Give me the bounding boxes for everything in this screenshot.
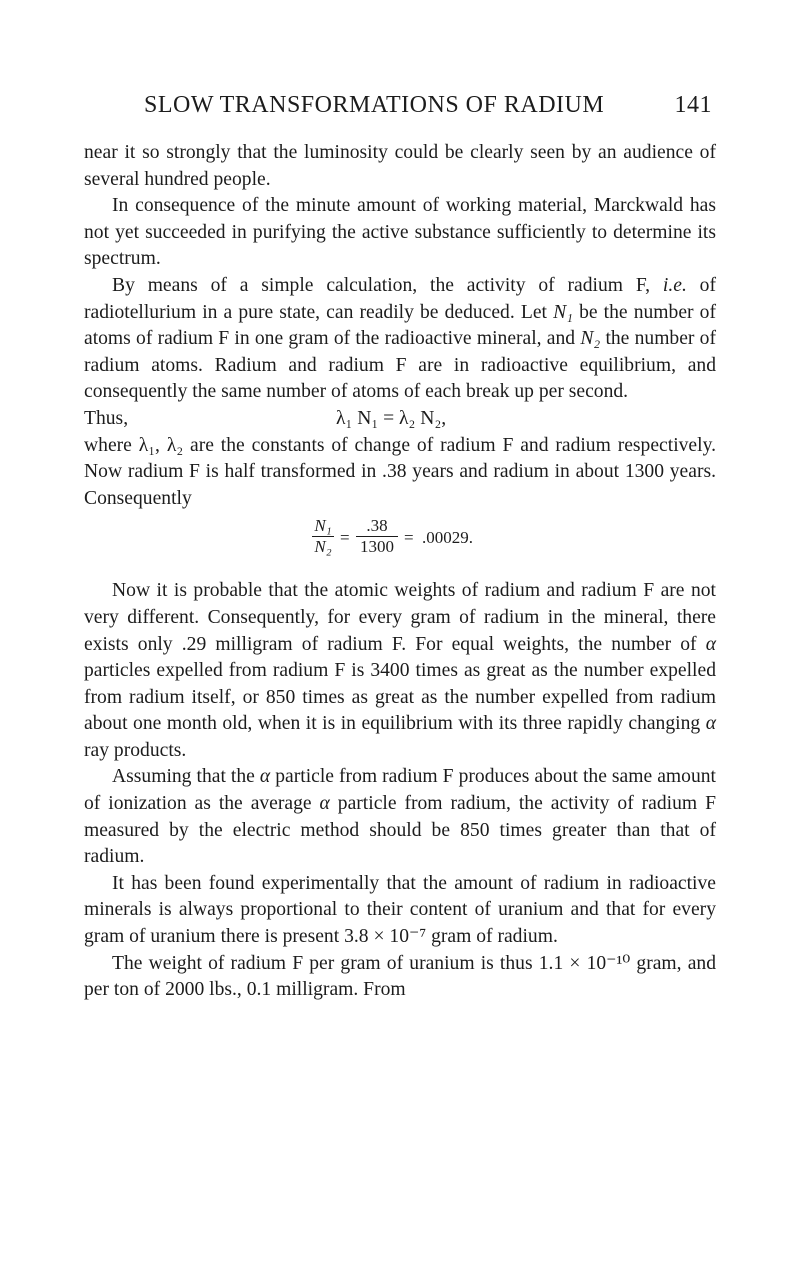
- p6-text-a: Assuming that the: [112, 766, 260, 788]
- alpha-symbol: α: [705, 633, 716, 655]
- paragraph-3: [84, 273, 716, 406]
- fraction-numerator-n1: N₁: [314, 516, 332, 536]
- alpha-symbol: α: [259, 766, 271, 788]
- fraction-denominator-1300: 1300: [356, 536, 398, 557]
- p3-text-b: of radiotellurium in a pure state, can readily be deduced. Let: [84, 274, 716, 323]
- p3-symbol-n2: N₂: [580, 328, 601, 350]
- paragraph-1: near it so strongly that the luminosity could be clearly seen by an audience of several hundred people.: [84, 142, 716, 190]
- running-title: SLOW TRANSFORMATIONS OF RADIUM: [144, 92, 605, 118]
- p3-text-a: By means of a simple calculation, the activity of radium F,: [112, 274, 663, 296]
- paragraph-4: where λ₁, λ₂ are the constants of change of radium F and radium respectively. Now radium F is half transformed in .38 years and radium in about 1300 years. Consequently: [84, 434, 716, 509]
- p3-ie: i.e.: [662, 274, 687, 296]
- p6-text-b: particle from radium F produces about the same amount of ionization as the average: [84, 766, 716, 815]
- p3-text-c: be the number of atoms of radium F in one gram of the radioactive mineral, and: [84, 301, 716, 350]
- paragraph-6: [84, 764, 716, 870]
- p5-text-a: Now it is probable that the atomic weights of radium and radium F are not very different. Consequently, for every gram of radium in the mineral, there exists only .29 milligram of radium F. For equal weights, the number of: [84, 580, 716, 655]
- paragraph-8: The weight of radium F per gram of uranium is thus 1.1 × 10⁻¹⁰ gram, and per ton of 2000 lbs., 0.1 milligram. From: [84, 952, 716, 1001]
- page-number: 141: [674, 92, 712, 118]
- p3-symbol-n1: N₁: [553, 301, 573, 323]
- p3-text-d: the number of radium atoms. Radium and radium F are in radioactive equilibrium, and consequently the same number of atoms of each break up per second.: [84, 328, 717, 403]
- alpha-symbol: α: [705, 713, 716, 735]
- paragraph-7: It has been found experimentally that the amount of radium in radioactive minerals is always proportional to their content of uranium and that for every gram of uranium there is present 3.8 × 10⁻⁷ gram of radium.: [84, 872, 716, 948]
- fraction-n1-n2: [312, 516, 334, 557]
- fraction-halflife: [356, 516, 398, 557]
- p5-text-c: ray products.: [84, 739, 187, 761]
- equals-sign-2: =: [404, 528, 414, 548]
- paragraph-5: [84, 578, 716, 764]
- p6-text-c: particle from radium, the activity of radium F measured by the electric method should be 850 times greater than that of radium.: [84, 793, 716, 868]
- ratio-equation: [84, 516, 716, 576]
- p5-text-b: particles expelled from radium F is 3400 times as great as the number expelled from radium itself, or 850 times as great as the number expelled from radium about one month old, when it is in equilibrium with its three rapidly changing: [84, 660, 716, 735]
- equilibrium-equation: λ₁ N₁ = λ₂ N₂,: [336, 407, 447, 429]
- thus-label: Thus,: [84, 407, 129, 429]
- equals-sign-1: =: [340, 528, 350, 548]
- alpha-symbol: α: [319, 793, 330, 815]
- thus-equation-line: [84, 406, 716, 433]
- fraction-numerator-38: .38: [366, 516, 388, 536]
- page-body: [84, 140, 716, 1004]
- ratio-result: .00029.: [422, 528, 473, 548]
- paragraph-2: In consequence of the minute amount of working material, Marckwald has not yet succeeded in purifying the active substance sufficiently to determine its spectrum.: [84, 195, 716, 270]
- fraction-denominator-n2: N₂: [312, 536, 334, 557]
